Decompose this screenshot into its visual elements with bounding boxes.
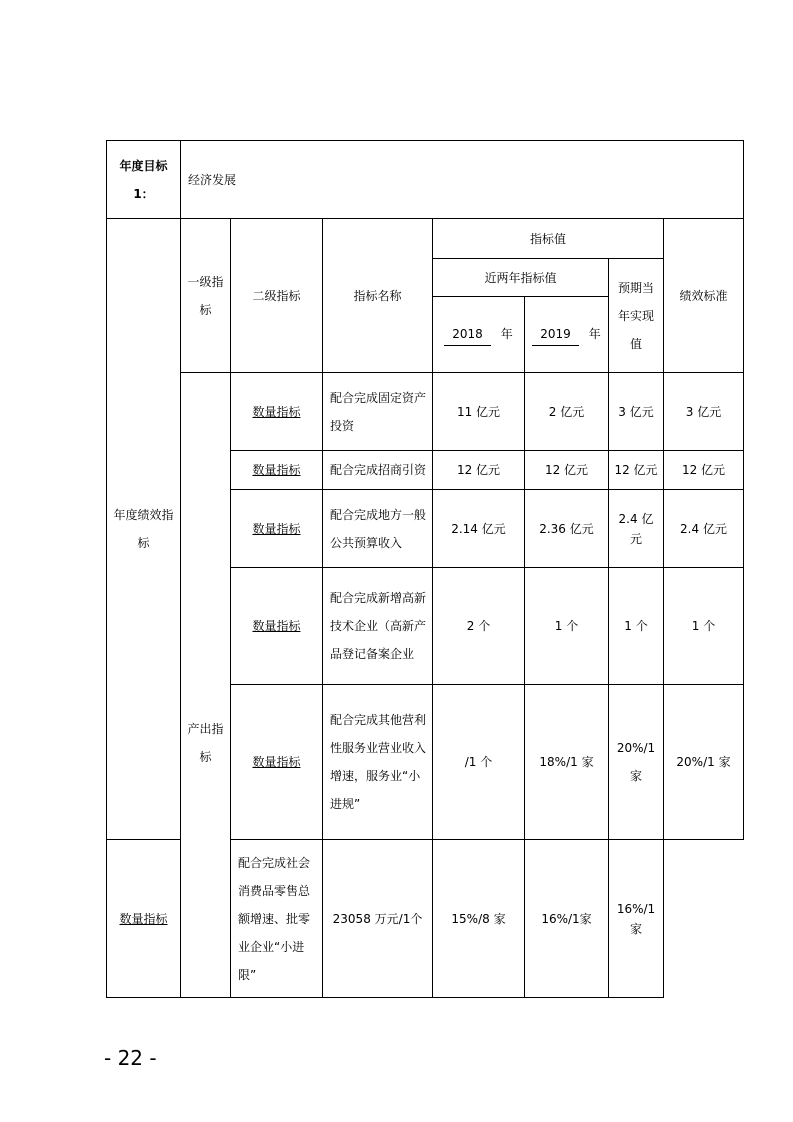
level2-value: 数量指标 — [107, 840, 181, 998]
value-expected: 12 亿元 — [609, 451, 664, 490]
value-expected: 3 亿元 — [609, 373, 664, 451]
level2-value: 数量指标 — [231, 685, 323, 840]
level2-value: 数量指标 — [231, 490, 323, 568]
value-standard: 20%/1 家 — [664, 685, 744, 840]
level2-value: 数量指标 — [231, 373, 323, 451]
value-expected: 20%/1家 — [609, 685, 664, 840]
value-standard: 12 亿元 — [664, 451, 744, 490]
header-row-1 — [107, 219, 744, 259]
value-2019: 18%/1 家 — [525, 685, 609, 840]
value-standard: 2.4 亿元 — [664, 490, 744, 568]
value-2019: 2 亿元 — [525, 373, 609, 451]
value-standard: 16%/1 家 — [609, 840, 664, 998]
value-2019: 1 个 — [525, 568, 609, 685]
expected-header: 预期当年实现值 — [609, 259, 664, 373]
level1-value: 产出指标 — [181, 373, 231, 998]
value-standard: 1 个 — [664, 568, 744, 685]
indicator-value-header: 指标值 — [433, 219, 664, 259]
indicator-name: 配合完成新增高新技术企业（高新产品登记备案企业 — [323, 568, 433, 685]
value-2019: 2.36 亿元 — [525, 490, 609, 568]
indicator-name: 配合完成地方一般公共预算收入 — [323, 490, 433, 568]
value-2018: 2 个 — [433, 568, 525, 685]
value-2018: 12 亿元 — [433, 451, 525, 490]
indicator-name: 配合完成招商引资 — [323, 451, 433, 490]
indicator-name-header: 指标名称 — [323, 219, 433, 373]
recent-two-years-header: 近两年指标值 — [433, 259, 609, 297]
indicator-name: 配合完成社会消费品零售总额增速、批零业企业“小进限” — [231, 840, 323, 998]
value-2018: 2.14 亿元 — [433, 490, 525, 568]
standard-header: 绩效标准 — [664, 219, 744, 373]
year-2019-header: 2019 年 — [525, 297, 609, 373]
level2-header: 二级指标 — [231, 219, 323, 373]
level1-header: 一级指标 — [181, 219, 231, 373]
value-2019: 12 亿元 — [525, 451, 609, 490]
value-expected: 16%/1家 — [525, 840, 609, 998]
value-expected: 1 个 — [609, 568, 664, 685]
goal-row — [107, 141, 744, 219]
indicator-name: 配合完成其他营利性服务业营业收入增速，服务业“小进规” — [323, 685, 433, 840]
value-2018: 11 亿元 — [433, 373, 525, 451]
value-expected: 2.4 亿元 — [609, 490, 664, 568]
value-2018: /1 个 — [433, 685, 525, 840]
year-2018-header: 2018 年 — [433, 297, 525, 373]
goal-label: 年度目标 1： — [107, 141, 181, 219]
value-2019: 15%/8 家 — [433, 840, 525, 998]
value-2018: 23058 万元/1个 — [323, 840, 433, 998]
goal-content: 经济发展 — [181, 141, 744, 219]
level2-value: 数量指标 — [231, 451, 323, 490]
table-row — [107, 373, 744, 451]
indicator-name: 配合完成固定资产投资 — [323, 373, 433, 451]
level2-value: 数量指标 — [231, 568, 323, 685]
value-standard: 3 亿元 — [664, 373, 744, 451]
performance-table — [106, 140, 744, 998]
annual-indicator-cell: 年度绩效指标 — [107, 219, 181, 840]
page-number: - 22 - — [104, 1046, 157, 1070]
